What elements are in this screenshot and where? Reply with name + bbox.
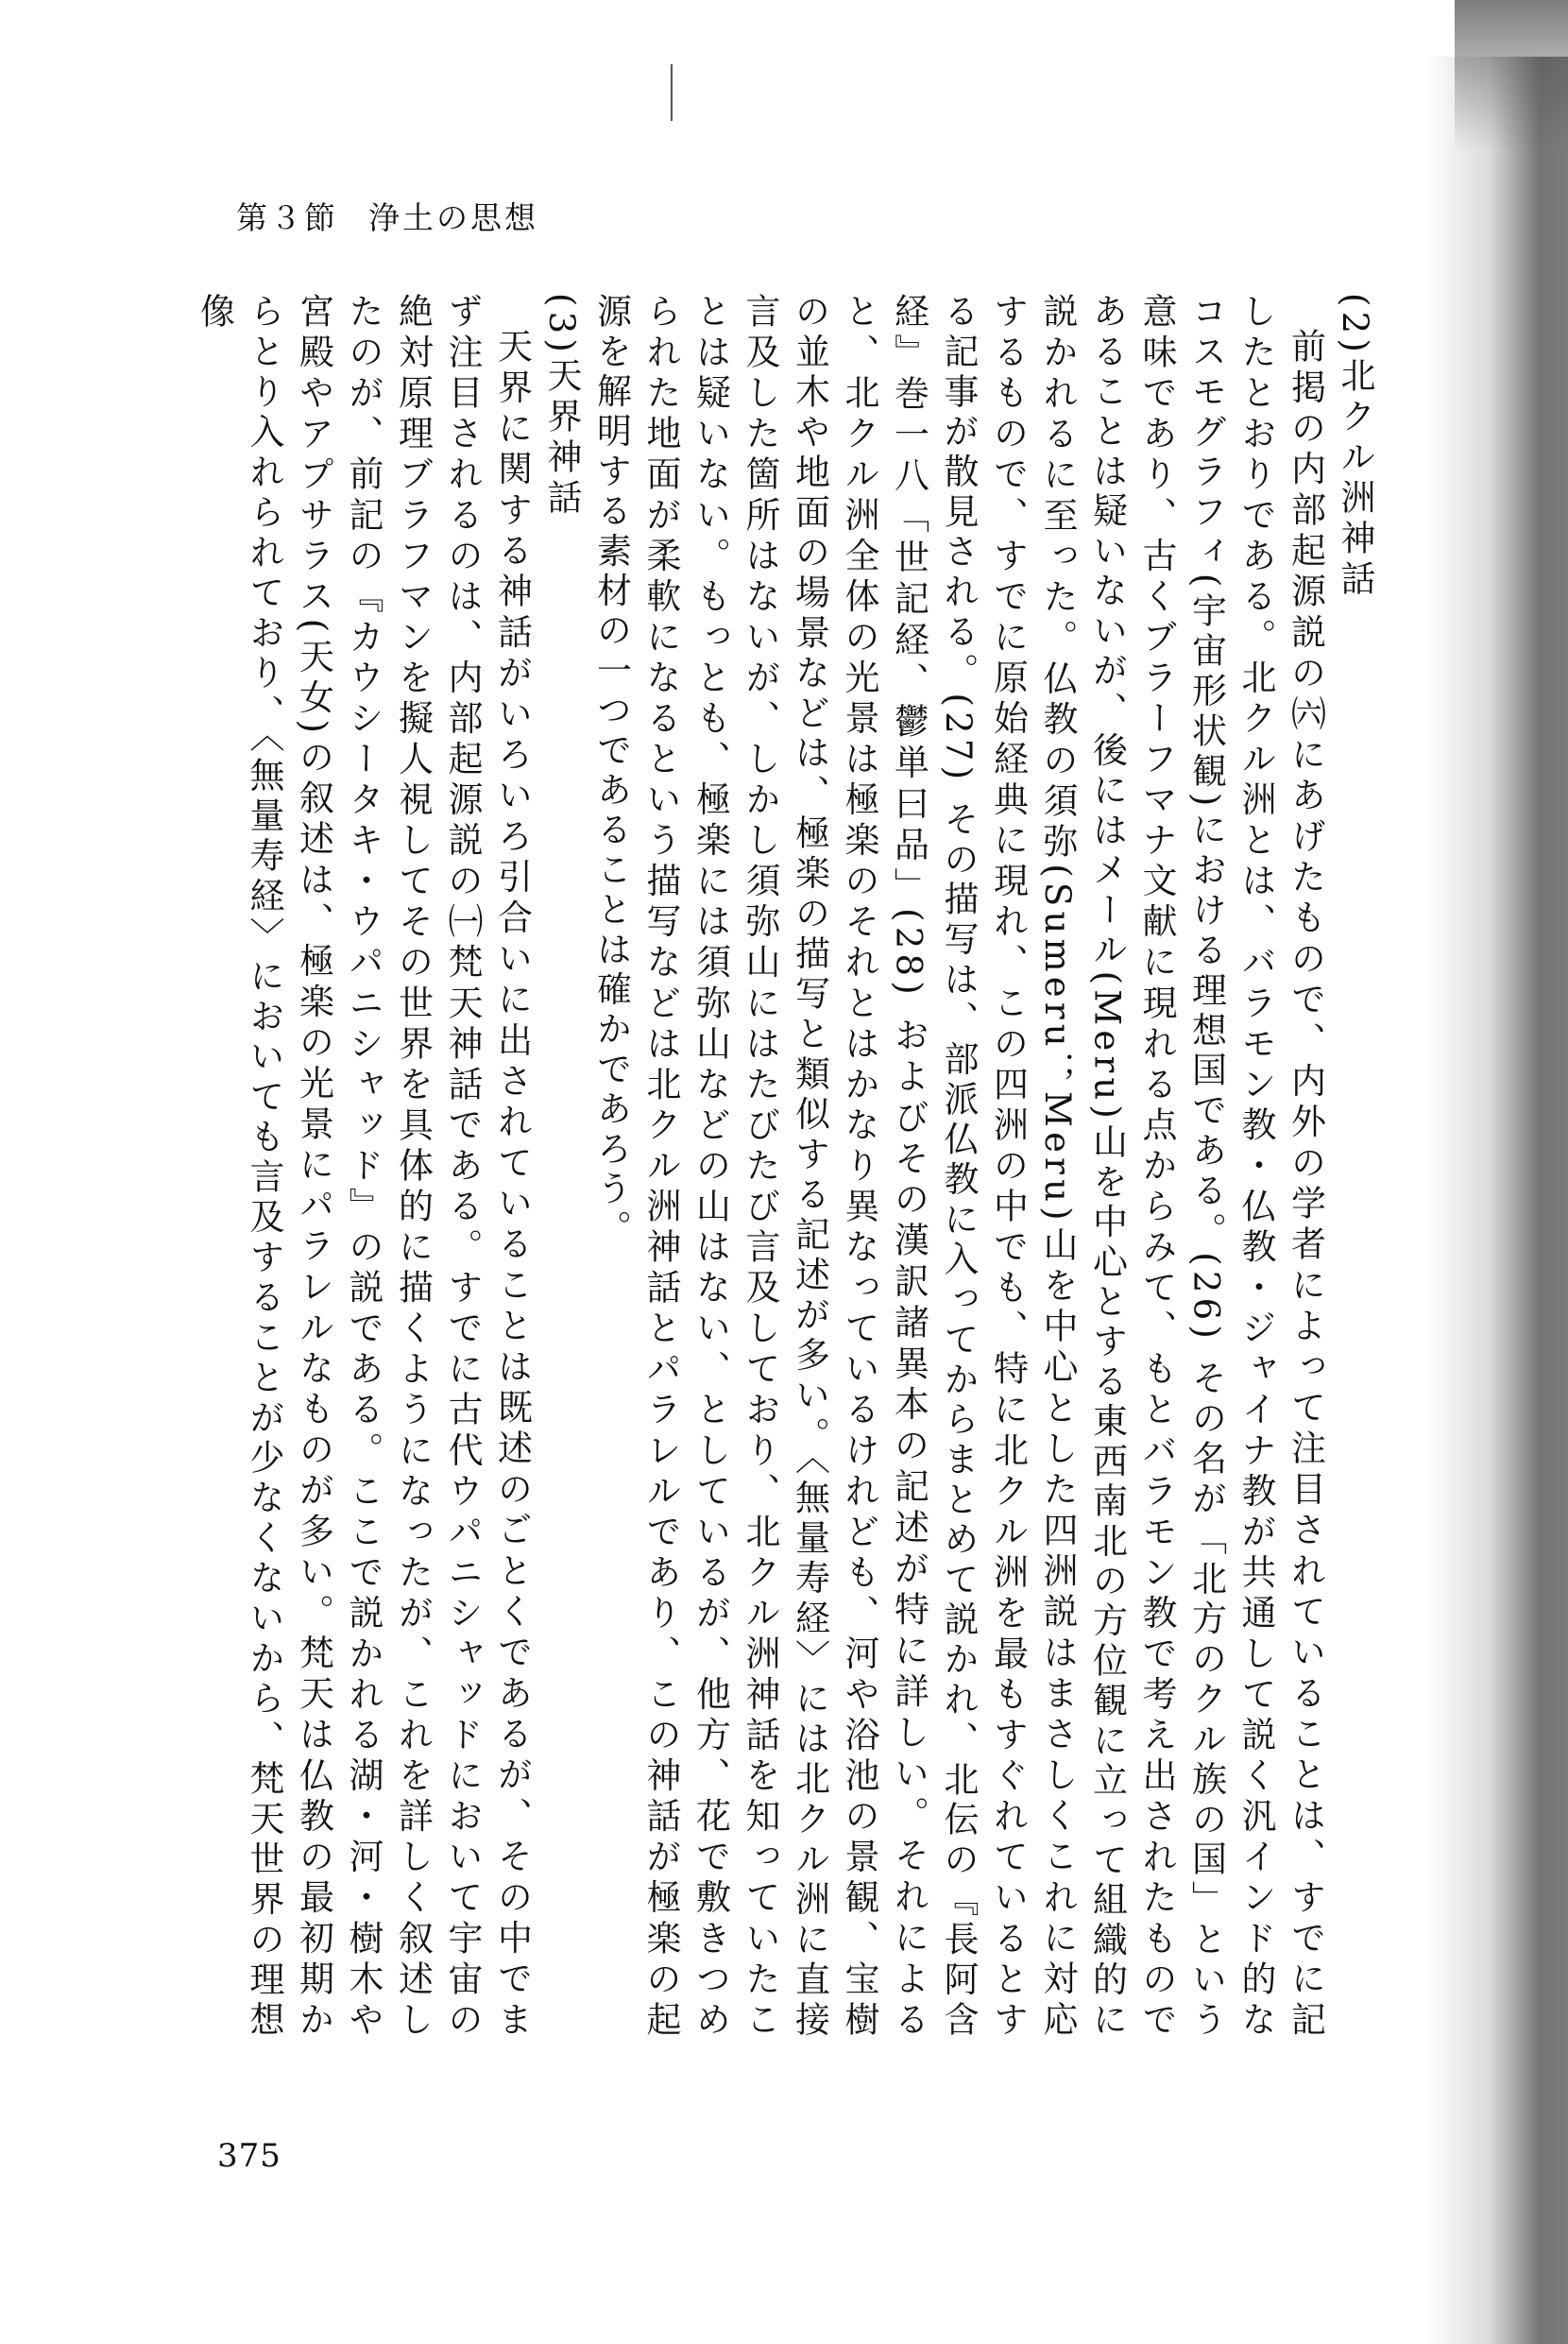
section-heading-title: 北クル洲神話: [1335, 357, 1375, 602]
section-heading-number: (3): [541, 293, 582, 358]
section-heading-title: 天界神話: [541, 357, 582, 521]
running-head-section: 第３節: [236, 199, 338, 236]
body-text: [189, 293, 1379, 2041]
scan-shadow: [1426, 57, 1568, 2344]
paragraph: 天界に関する神話がいろいろ引合いに出されていることは既述のごとくであるが、その中でまず注目されるのは、内部起源説の㈠梵天神話である。すでに古代ウパニシャッドにおいて宇宙の絶対原理ブラフマンを擬人視してその世界を具体的に描くようになったが、これを詳しく叙述したのが、前記の『カウシータキ・ウパニシャッド』の説である。ここで説かれる湖・河・樹木や宮殿やアプサラス(天女)の叙述は、極楽の光景にパラレルなものが多い。梵天は仏教の最初期からとり入れられており、〈無量寿経〉においても言及することが少なくないから、梵天世界の理想像: [194, 293, 533, 2041]
section-heading: [1330, 293, 1380, 2041]
running-head: [236, 194, 538, 238]
section-heading-number: (2): [1335, 293, 1375, 358]
binding-mark: [671, 64, 673, 121]
scan-shadow-top: [1455, 0, 1568, 151]
page-number: 375: [217, 2137, 281, 2175]
section-heading: [537, 293, 587, 2041]
paragraph: 前掲の内部起源説の㈥にあげたもので、内外の学者によって注目されていることは、すでに記したとおりである。北クル洲とは、バラモン教・仏教・ジャイナ教が共通して説く汎インド的なコスモグラフィ(宇宙形状観)における理想国である。(26) その名が「北方のクル族の国」という意味であり、古くブラーフマナ文献に現れる点からみて、もとバラモン教で考え出されたものであることは疑いないが、後にはメール(Meru)山を中心とする東西南北の方位観に立って組織的に説かれるに至った。仏教の須弥(Sumeru；Meru)山を中心とした四洲説はまさしくこれに対応するもので、すでに原始経典に現れ、この四洲の中でも、特に北クル洲を最もすぐれているとする記事が散見される。(27) その描写は、部派仏教に入ってからまとめて説かれ、北伝の『長阿含経』巻一八「世記経、鬱単曰品」(28) およびその漢訳諸異本の記述が特に詳しい。それによると、北クル洲全体の光景は極楽のそれとはかなり異なっているけれども、河や浴池の景観、宝樹の並木や地面の場景などは、極楽の描写と類似する記述が多い。〈無量寿経〉には北クル洲に直接言及した箇所はないが、しかし須弥山にはたびたび言及しており、北クル洲神話を知っていたことは疑いない。もっとも、極楽には須弥山などの山はない、としているが、他方、花で敷きつめられた地面が柔軟になるという描写などは北クル洲神話とパラレルであり、この神話が極楽の起源を解明する素材の一つであることは確かであろう。: [590, 293, 1326, 2041]
running-head-title: 浄土の思想: [368, 199, 538, 236]
